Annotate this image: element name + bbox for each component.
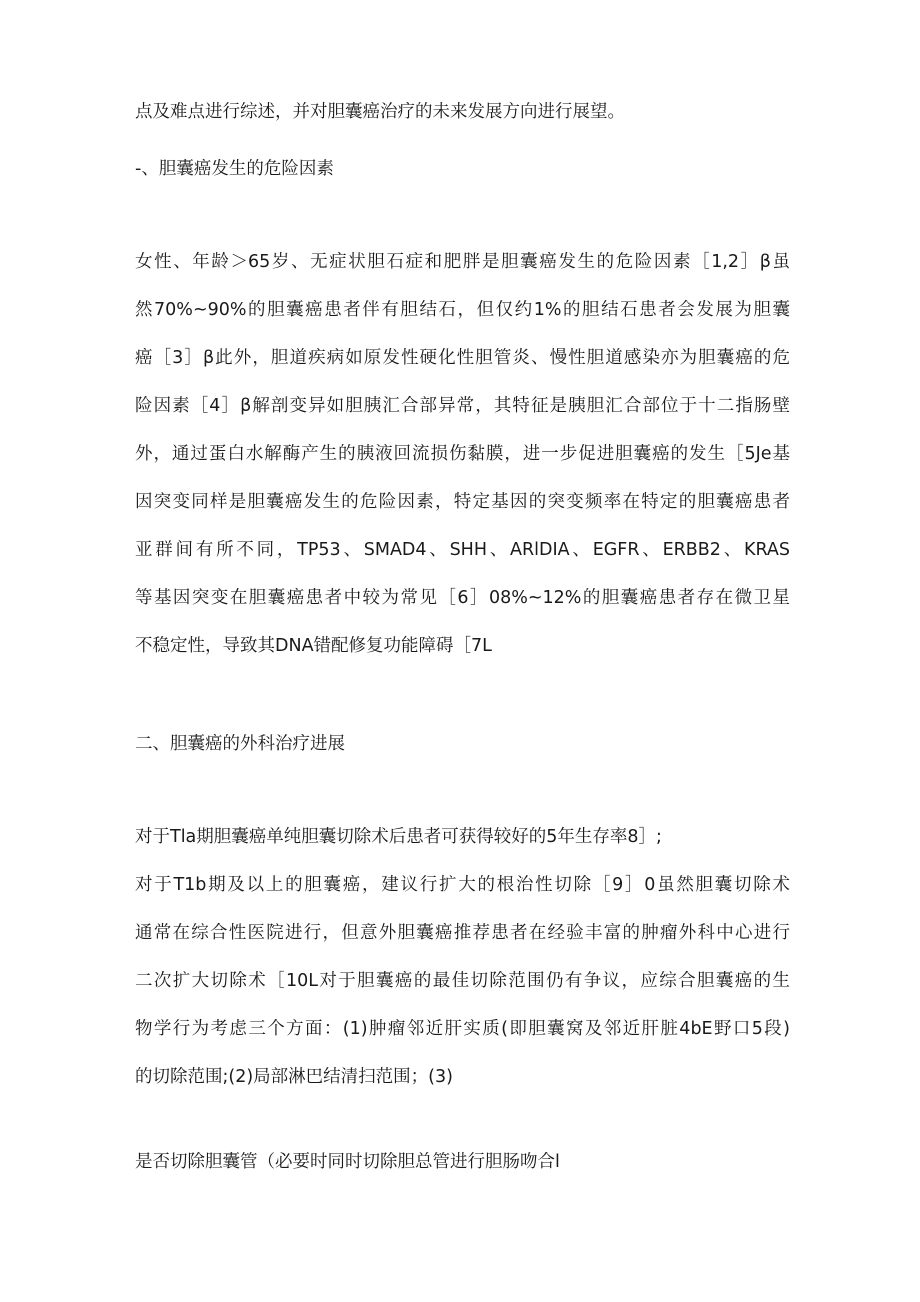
intro-line: 点及难点进行综述，并对胆囊癌治疗的未来发展方向进行展望。: [135, 102, 625, 122]
section2-line-5: 的切除范围;(2)局部淋巴结清扫范围；(3): [135, 1067, 453, 1087]
section2-line-3: 二次扩大切除术［10L对于胆囊癌的最佳切除范围仍有争议，应综合胆囊癌的生: [135, 971, 790, 991]
section1-line-6: 因突变同样是胆囊癌发生的危险因素，特定基因的突变频率在特定的胆囊癌患者: [135, 492, 790, 512]
section2-para1: 对于Tla期胆囊癌单纯胆囊切除术后患者可获得较好的5年生存率8］;: [135, 827, 662, 847]
section2-line-4: 物学行为考虑三个方面：(1)肿瘤邻近肝实质(即胆囊窝及邻近肝脏4bE野口5段): [135, 1019, 790, 1039]
section1-line-7: 亚群间有所不同，TP53、SMAD4、SHH、ARlDIA、EGFR、ERBB2、KRAS: [135, 540, 790, 560]
section1-line-3: 癌［3］β此外，胆道疾病如原发性硬化性胆管炎、慢性胆道感染亦为胆囊癌的危: [135, 348, 790, 368]
section1-line-2: 然70%~90%的胆囊癌患者伴有胆结石，但仅约1%的胆结石患者会发展为胆囊: [135, 300, 790, 320]
section2-line-2: 通常在综合性医院进行，但意外胆囊癌推荐患者在经验丰富的肿瘤外科中心进行: [135, 923, 790, 943]
section2-line-1: 对于T1b期及以上的胆囊癌，建议行扩大的根治性切除［9］0虽然胆囊切除术: [135, 875, 790, 895]
section1-heading: -、胆囊癌发生的危险因素: [135, 159, 334, 179]
section1-line-8: 等基因突变在胆囊癌患者中较为常见［6］08%~12%的胆囊癌患者存在微卫星: [135, 588, 790, 608]
section1-line-1: 女性、年龄＞65岁、无症状胆石症和肥胖是胆囊癌发生的危险因素［1,2］β虽: [135, 252, 790, 272]
section1-line-4: 险因素［4］β解剖变异如胆胰汇合部异常，其特征是胰胆汇合部位于十二指肠壁: [135, 396, 790, 416]
section1-line-5: 外，通过蛋白水解酶产生的胰液回流损伤黏膜，进一步促进胆囊癌的发生［5Je基: [135, 444, 790, 464]
section2-para3: 是否切除胆囊管（必要时同时切除胆总管进行胆肠吻合l: [135, 1152, 560, 1172]
section1-line-9: 不稳定性，导致其DNA错配修复功能障碍［7L: [135, 636, 492, 656]
section2-heading: 二、胆囊癌的外科治疗进展: [135, 734, 345, 754]
